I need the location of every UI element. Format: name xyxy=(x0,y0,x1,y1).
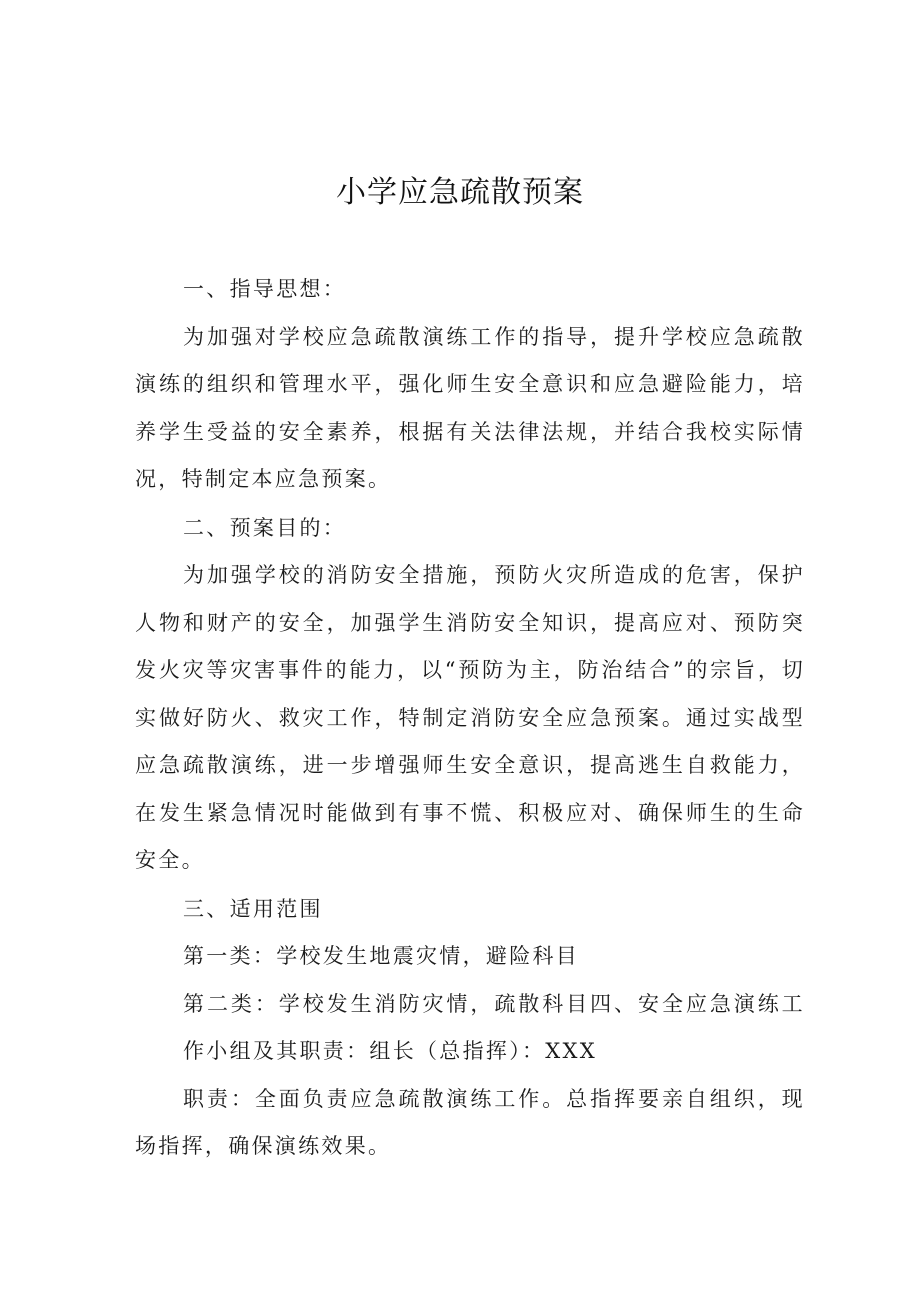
section-heading-scope: 三、适用范围 xyxy=(183,896,323,921)
paragraph-plan-purpose: 为加强学校的消防安全措施，预防火灾所造成的危害，保护人物和财产的安全，加强学生消防安全知识，提高应对、预防突发火灾等灾害事件的能力，以“预防为主，防治结合”的宗旨，切实做好防火、救灾工作，特制定消防安全应急预案。通过实战型应急疏散演练，进一步增强师生安全意识，提高逃生自救能力，在发生紧急情况时能做到有事不慌、积极应对、确保师生的生命安全。 xyxy=(135,563,805,872)
scope-item-category-two: 第二类：学校发生消防灾情，疏散科目四、安全应急演练工作小组及其职责：组长（总指挥）：XXX xyxy=(183,991,805,1063)
paragraph-responsibilities: 职责：全面负责应急疏散演练工作。总指挥要亲自组织，现场指挥，确保演练效果。 xyxy=(135,1086,805,1158)
scope-item-category-one: 第一类：学校发生地震灾情，避险科目 xyxy=(183,944,580,968)
document-body xyxy=(135,266,805,1171)
paragraph-guiding-ideology: 为加强对学校应急疏散演练工作的指导，提升学校应急疏散演练的组织和管理水平，强化师生安全意识和应急避险能力，培养学生受益的安全素养，根据有关法律法规，并结合我校实际情况，特制定本应急预案。 xyxy=(135,324,805,491)
page-title: 小学应急疏散预案 xyxy=(336,175,584,210)
section-heading-plan-purpose: 二、预案目的： xyxy=(183,515,347,540)
section-heading-guiding-ideology: 一、指导思想： xyxy=(183,277,347,301)
